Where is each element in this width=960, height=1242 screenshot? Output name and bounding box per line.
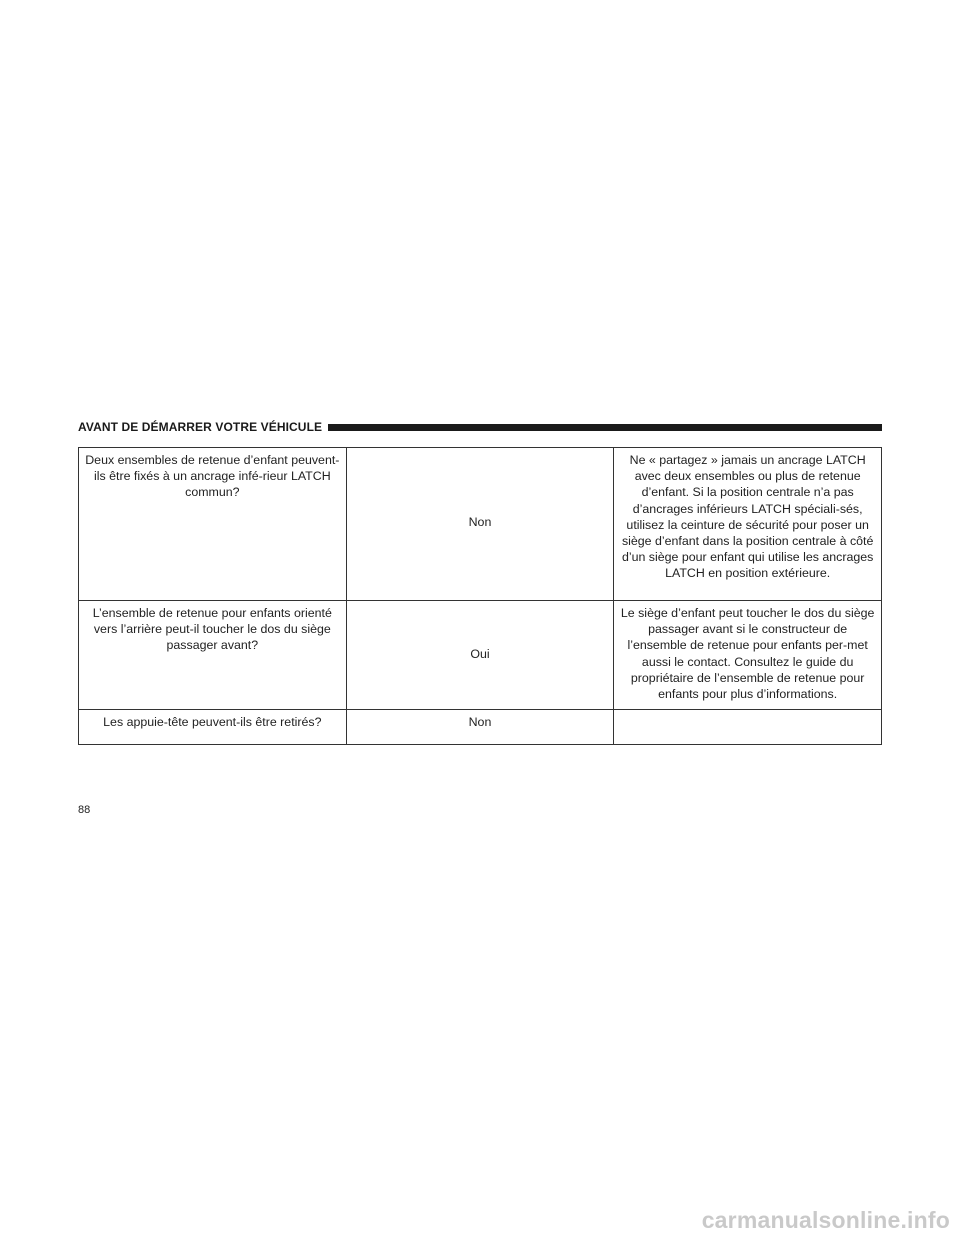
question-cell: Les appuie-tête peuvent-ils être retirés? xyxy=(79,710,347,745)
section-header-rule xyxy=(328,424,882,431)
note-cell: Le siège d’enfant peut toucher le dos du siège passager avant si le constructeur de l’ensemble de retenue pour enfants per-met aussi le contact. Consultez le guide du propriétaire de l’ensemble de retenue pour enfants pour plus d’informations. xyxy=(614,601,882,710)
latch-faq-table xyxy=(78,447,882,745)
watermark: carmanualsonline.info xyxy=(701,1207,950,1233)
table-row xyxy=(79,601,882,710)
table-row xyxy=(79,710,882,745)
note-cell xyxy=(614,710,882,745)
section-title: AVANT DE DÉMARRER VOTRE VÉHICULE xyxy=(78,420,323,434)
table-row xyxy=(79,448,882,601)
page-number: 88 xyxy=(78,804,91,816)
question-cell: Deux ensembles de retenue d’enfant peuvent-ils être fixés à un ancrage infé-rieur LATCH commun? xyxy=(79,448,347,601)
section-header xyxy=(78,418,882,436)
answer-cell: Non xyxy=(346,448,614,601)
answer-cell: Non xyxy=(346,710,614,745)
question-cell: L’ensemble de retenue pour enfants orienté vers l’arrière peut-il toucher le dos du siège passager avant? xyxy=(79,601,347,710)
answer-cell: Oui xyxy=(346,601,614,710)
note-cell: Ne « partagez » jamais un ancrage LATCH avec deux ensembles ou plus de retenue d’enfant. Si la position centrale n’a pas d’ancrages inférieurs LATCH spéciali-sés, utilisez la ceinture de sécurité pour poser un siège d’enfant dans la position centrale à côté d’un siège pour enfant qui utilise les ancrages LATCH en position extérieure. xyxy=(614,448,882,601)
